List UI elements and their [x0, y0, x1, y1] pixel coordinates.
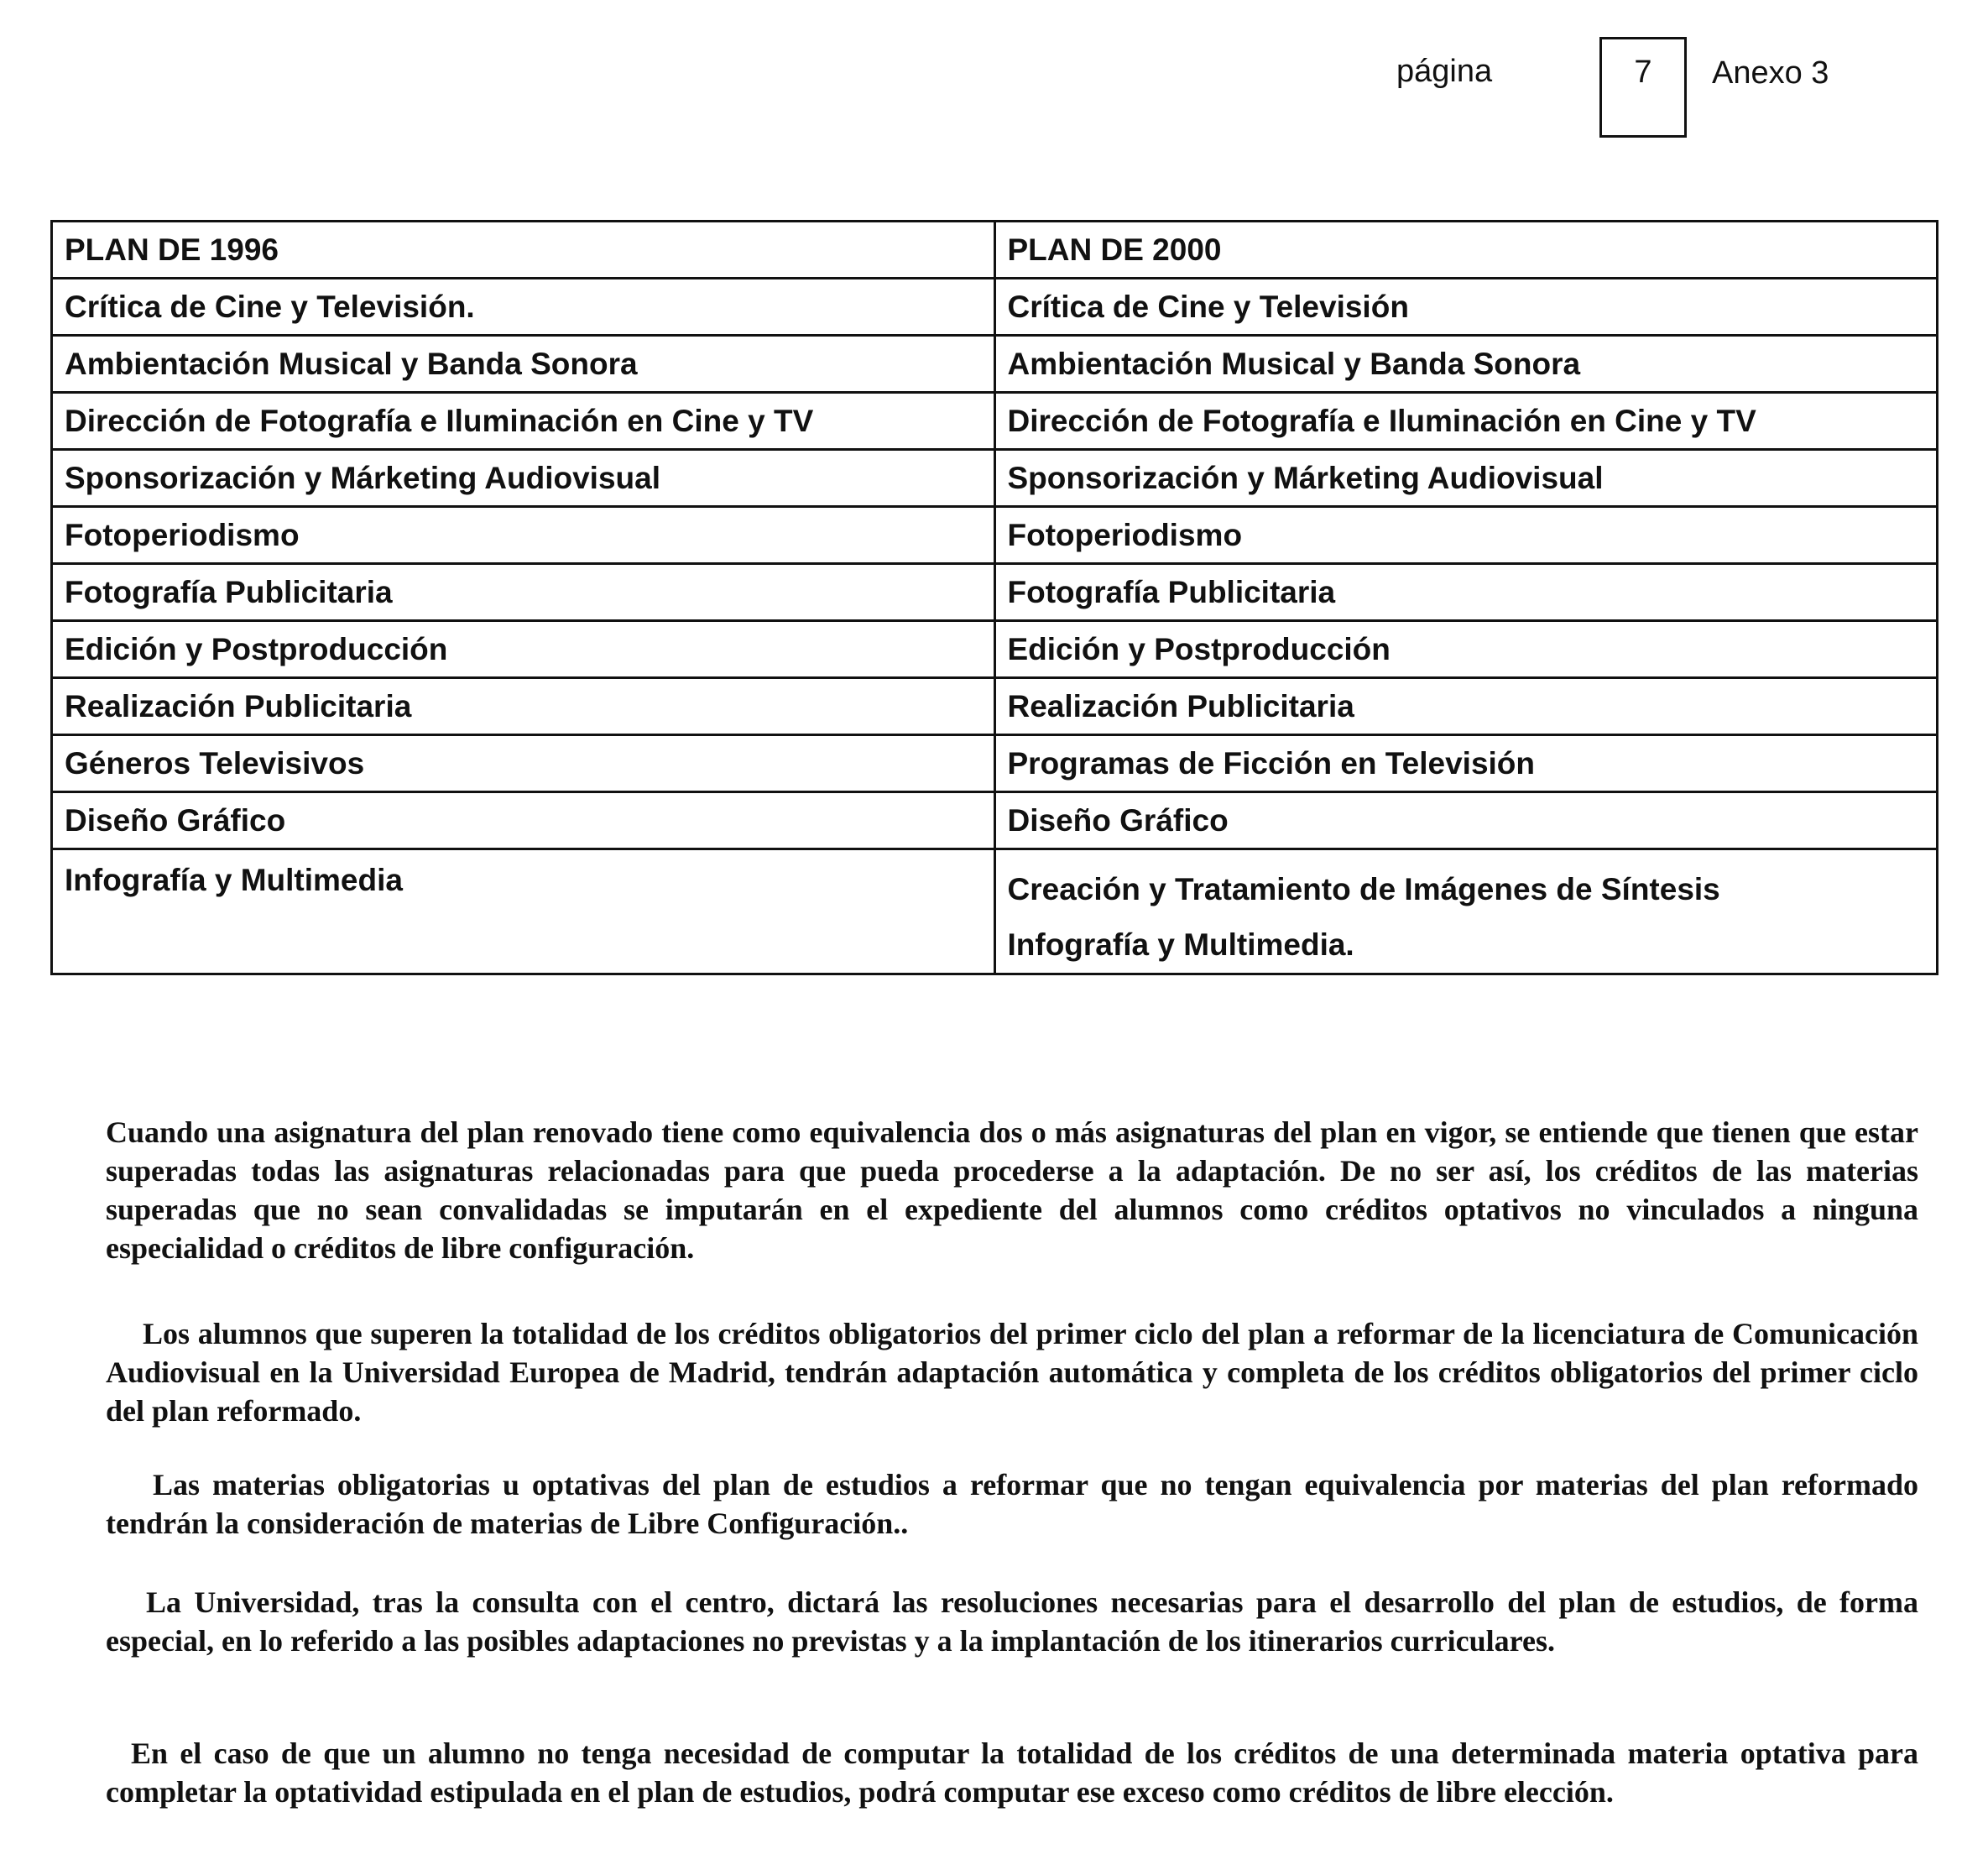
paragraph-free-configuration: Las materias obligatorias u optativas del plan de estudios a reformar que no tengan equivalencia por materias del plan reformado tendrán la consideración de materias de Libre Configuración..	[106, 1468, 1918, 1540]
paragraph-equivalence: Cuando una asignatura del plan renovado tiene como equivalencia dos o más asignaturas del plan en vigor, se entiende que tienen que estar superadas todas las asignaturas relacionadas para que pueda procederse a la adaptación. De no ser así, los créditos de las materias superadas que no sean convalidadas se imputarán en el expediente del alumnos como créditos optativos no vinculados a ninguna especialidad o créditos de libre configuración.	[106, 1115, 1918, 1265]
table-cell-plan-2000: Sponsorización y Márketing Audiovisual	[994, 450, 1938, 507]
table-row	[52, 507, 1938, 564]
table-cell-plan-2000: Fotoperiodismo	[994, 507, 1938, 564]
table-cell-plan-2000: Crítica de Cine y Televisión	[994, 279, 1938, 336]
column-header-plan-1996: PLAN DE 1996	[52, 222, 995, 279]
table-cell-plan-1996: Fotoperiodismo	[52, 507, 995, 564]
table-cell-plan-1996: Crítica de Cine y Televisión.	[52, 279, 995, 336]
page-number-box: 7	[1599, 37, 1687, 138]
annex-label: Anexo 3	[1712, 55, 1829, 91]
table-row	[52, 564, 1938, 621]
table-cell-plan-2000: Ambientación Musical y Banda Sonora	[994, 336, 1938, 393]
table-cell-plan-1996: Sponsorización y Márketing Audiovisual	[52, 450, 995, 507]
table-row	[52, 621, 1938, 678]
table-cell-plan-2000: Edición y Postproducción	[994, 621, 1938, 678]
table-cell-plan-2000: Dirección de Fotografía e Iluminación en Cine y TV	[994, 393, 1938, 450]
cell-text-line: Infografía y Multimedia.	[1007, 927, 1354, 962]
table-row	[52, 450, 1938, 507]
table-row	[52, 849, 1938, 974]
cell-text: Infografía y Multimedia	[65, 863, 403, 897]
table-cell-plan-1996: Realización Publicitaria	[52, 678, 995, 735]
cell-text-line: Creación y Tratamiento de Imágenes de Síntesis	[1007, 872, 1720, 906]
column-header-plan-2000: PLAN DE 2000	[994, 222, 1938, 279]
table-row	[52, 792, 1938, 849]
table-cell-plan-2000: Diseño Gráfico	[994, 792, 1938, 849]
table-cell-plan-1996: Ambientación Musical y Banda Sonora	[52, 336, 995, 393]
table-cell-plan-2000	[994, 849, 1938, 974]
table-cell-plan-1996: Diseño Gráfico	[52, 792, 995, 849]
table-cell-plan-1996: Géneros Televisivos	[52, 735, 995, 792]
table-row	[52, 678, 1938, 735]
table-cell-plan-1996: Fotografía Publicitaria	[52, 564, 995, 621]
table-cell-plan-2000: Fotografía Publicitaria	[994, 564, 1938, 621]
table-cell-plan-2000: Programas de Ficción en Televisión	[994, 735, 1938, 792]
equivalence-table	[50, 220, 1938, 975]
paragraph-automatic-adaptation: Los alumnos que superen la totalidad de los créditos obligatorios del primer ciclo del plan a reformar de la licenciatura de Comunicación Audiovisual en la Universidad Europea de Madrid, tendrán adaptación automática y completa de los créditos obligatorios del primer ciclo del plan reformado.	[106, 1317, 1918, 1428]
table-cell-plan-1996: Dirección de Fotografía e Iluminación en Cine y TV	[52, 393, 995, 450]
table-cell-plan-1996	[52, 849, 995, 974]
table-header-row	[52, 222, 1938, 279]
table-row	[52, 735, 1938, 792]
table-cell-plan-1996: Edición y Postproducción	[52, 621, 995, 678]
page-header	[0, 37, 1988, 146]
paragraph-university-resolutions: La Universidad, tras la consulta con el centro, dictará las resoluciones necesarias para el desarrollo del plan de estudios, de forma especial, en lo referido a las posibles adaptaciones no previstas y a la implantación de los itinerarios curriculares.	[106, 1585, 1918, 1658]
table-row	[52, 336, 1938, 393]
page-label: página	[1396, 54, 1493, 89]
table-row	[52, 393, 1938, 450]
paragraph-excess-credits: En el caso de que un alumno no tenga necesidad de computar la totalidad de los créditos de una determinada materia optativa para completar la optatividad estipulada en el plan de estudios, podrá computar ese exceso como créditos de libre elección.	[106, 1736, 1918, 1809]
table-cell-plan-2000: Realización Publicitaria	[994, 678, 1938, 735]
table-row	[52, 279, 1938, 336]
